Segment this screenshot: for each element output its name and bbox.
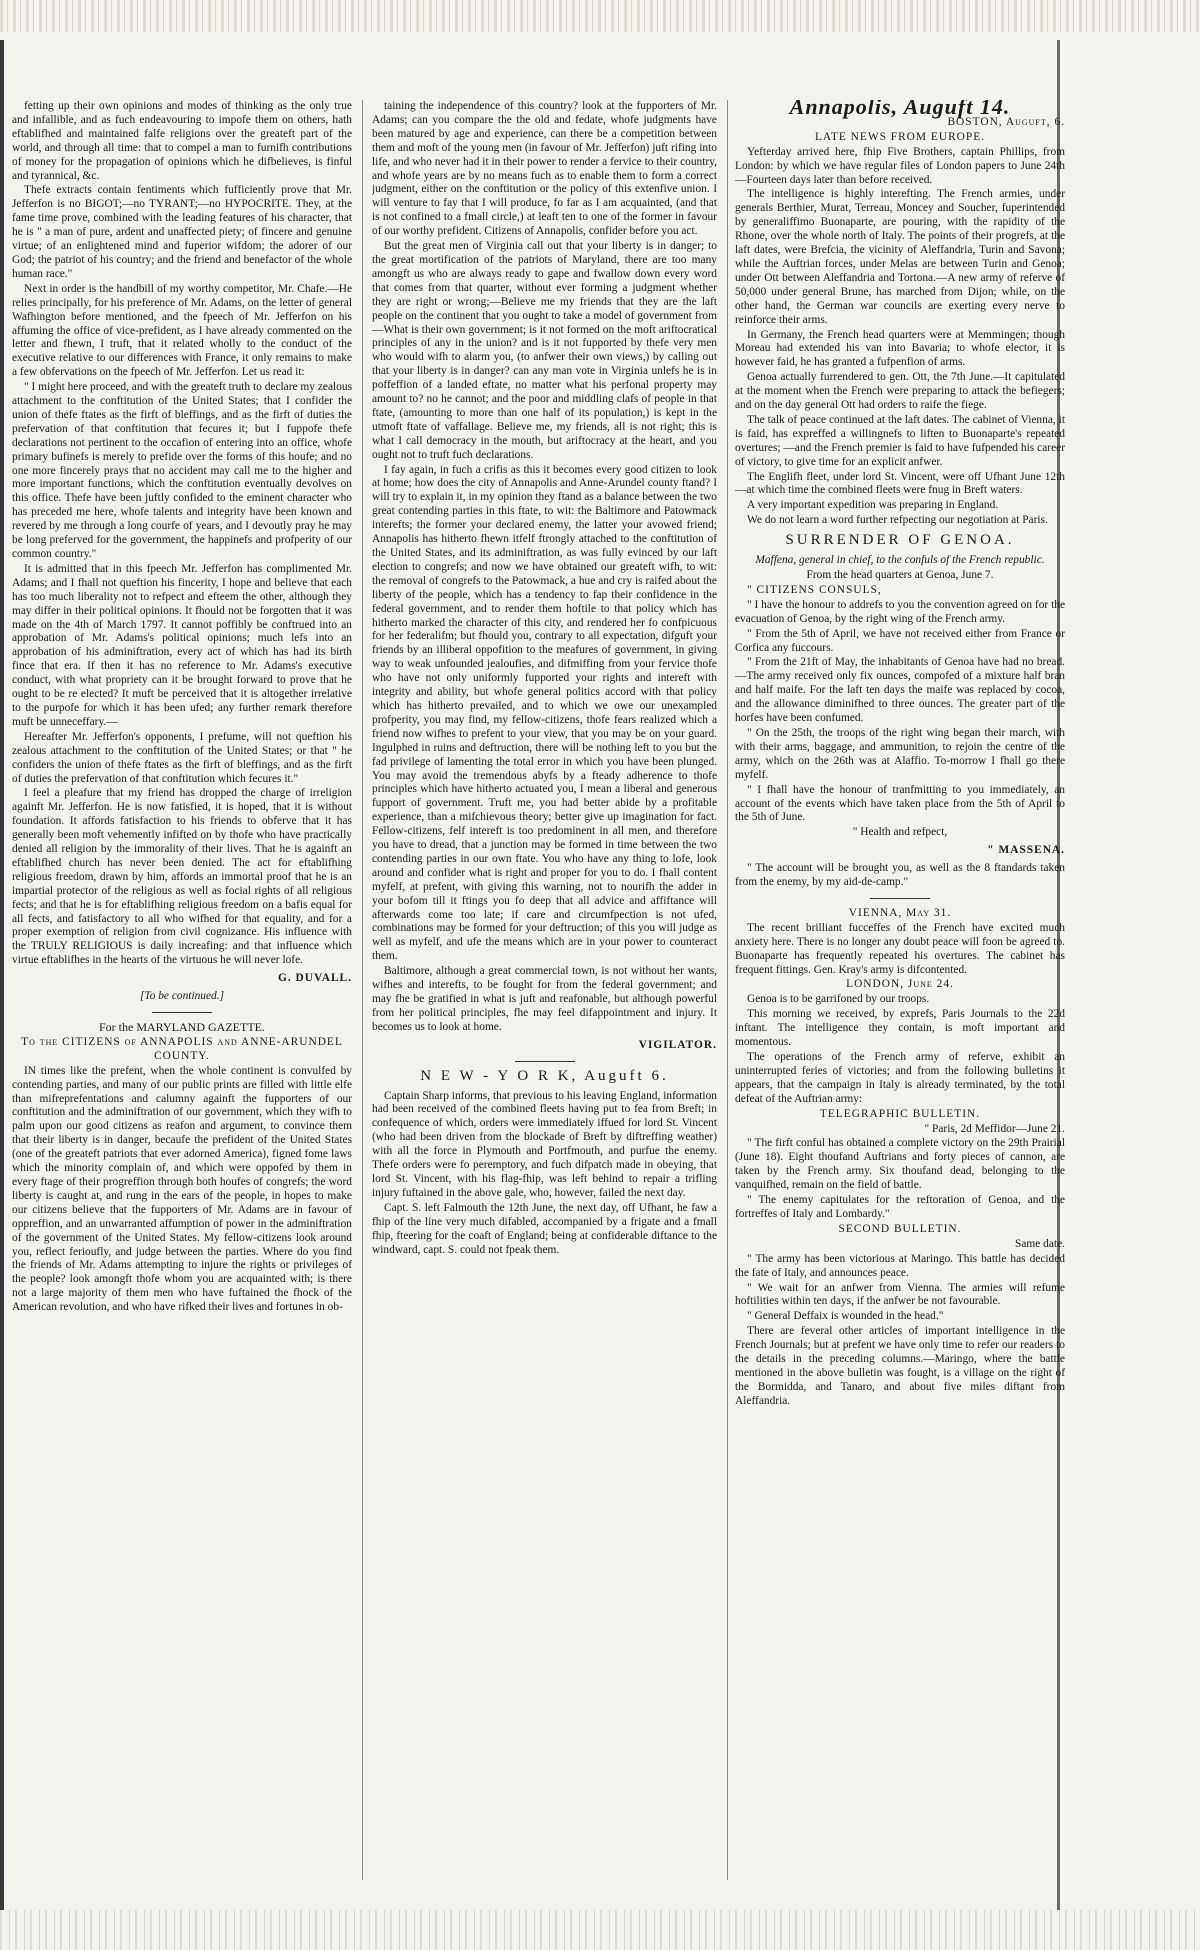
paragraph: " From the 5th of April, we have not received either from France or Corfica any fuccours. bbox=[735, 627, 1065, 654]
paragraph: " From the 21ft of May, the inhabitants of Genoa have had no bread.—The army received only fix ounces, compofed of a mixture half bran and half maife. For the laft ten days the maife was replaced by cocoa, and the allowance diminifhed to three ounces. The greater part of the horfes have been confumed. bbox=[735, 656, 1065, 725]
left-border-rule bbox=[0, 40, 4, 1910]
late-news-heading: LATE NEWS FROM EUROPE. bbox=[814, 130, 986, 143]
paragraph: We do not learn a word further refpecting our negotiation at Paris. bbox=[747, 514, 1048, 527]
column-2 bbox=[372, 100, 717, 1900]
address-heading: To the CITIZENS of ANNAPOLIS and ANNE-ARUNDEL COUNTY. bbox=[21, 1035, 343, 1062]
paragraph: " On the 25th, the troops of the right wing began their march, with with their arms, baggage, and ammunition, to rejoin the centre of the army, which on the 26th was at Alaffio. To-morrow I fhall go there myfelf. bbox=[735, 726, 1065, 781]
divider bbox=[870, 898, 930, 899]
paris-dateline: " Paris, 2d Meffidor—June 21. bbox=[924, 1122, 1065, 1135]
column-rule-1 bbox=[362, 100, 363, 1880]
paragraph: This morning we received, by exprefs, Paris Journals to the 22d inftant. The intelligence they contain, is moft important and momentous. bbox=[735, 1008, 1065, 1049]
paragraph: " The account will be brought you, as well as the 8 ftandards taken from the enemy, by my aid-de-camp." bbox=[735, 862, 1065, 889]
column-3 bbox=[735, 100, 1065, 1900]
quotation: " I might here proceed, and with the greateft truth to declare my zealous attachment to the conftitution of the United States; that I confider the union of thefe ftates as the firft of bleffings, and as the firft of duties the prefervation of that conftitution that fecures it; but I fuppofe thefe declarations not pertinent to the occafion of entering into an office, whofe primary bufinefs is merely to prefide over the forms of this houfe; and no one more fincerely prays that no accident may call me to the higher and more important functions, which the conftitution eventually devolves on this office. Thefe have been juftly confided to the eminent character who has preceded me here, whofe talents and integrity have been known and revered by me through a long courfe of years, and I devoutly pray he may be long preferved for the government, the happinefs and profperity of our common country." bbox=[12, 381, 352, 560]
torn-bottom-edge bbox=[0, 1910, 1200, 1950]
column-1 bbox=[12, 100, 352, 1900]
paragraph: " The army has been victorious at Maringo. This battle has decided the fate of Italy, and announces peace. bbox=[735, 1252, 1065, 1279]
paragraph: Next in order is the handbill of my worthy competitor, Mr. Chafe.—He relies principally, for his preference of Mr. Adams, on the letter of general Wafhington before mentioned, and the fpeech of Mr. Jefferfon on his affuming the office of vice-prefident, as I have already commented on the letter and fhewn, I truft, that it related wholly to the conduct of the executive relative to our differences with France, it only remains to make a few obfervations on the fpeech of Mr. Jefferfon. Let us read it: bbox=[12, 282, 352, 379]
paragraph: " I have the honour to addrefs to you the convention agreed on for the evacuation of Genoa, by the right wing of the French army. bbox=[735, 598, 1065, 625]
paragraph: fetting up their own opinions and modes of thinking as the only true and infallible, and as fuch endeavouring to impofe them on others, hath eftablifhed and maintained falfe religions over the greateft part of the world, and through all time: that to compel a man to furnifh contributions of money for the propagation of opinions which he difbelieves, is finful and tyrannical, &c. bbox=[12, 100, 352, 182]
signature-duvall: G. DUVALL. bbox=[277, 972, 352, 985]
closing: " Health and refpect, bbox=[852, 826, 948, 839]
paragraph: " General Deffaix is wounded in the head." bbox=[747, 1310, 944, 1323]
paragraph: I fay again, in fuch a crifis as this it becomes every good citizen to look at home; how does the city of Annapolis and Anne-Arundel county ftand? I will try to explain it, in my opinion they ftand as a balance between the two great contending parties in this ftate, to wit: the Baltimore and Patowmack interefts; the former your declared enemy, the latter your avowed friend; Annapolis has hitherto fhewn itfelf ftrongly attached to the conftitution of the United States, and its adminiftration, as was fully evinced by our laft election to congrefs; and now we have obtained our greateft wifh, to wit: the removal of congrefs to the Patowmack, a hue and cry is raifed about the liberty of the people, which has a tendency to fap their confidence in the federal government, and to render them hoftile to that policy which has hitherto marked the character of this city, and rendered her fo confpicuous for her federalifm; but fhould you, contrary to all expectation, difguft your friends by an illiberal oppofition to the meafures of government, in giving way to weak unfounded jealoufies, and difmiffing from your fervice thofe who have not only uniformly fupported your rights and intereft with integrity and ability, but whofe general politics accord with that policy which has hitherto prevailed, and to which we owe our unexampled profperity, you may find, my fellow-citizens, thofe fears realized which a friend now wifhes to prefent to your view, that you may be on your guard. Ingulphed in ruins and deftruction, there will be nothing left to you but the fad privilege of lamenting the total error in which you have been plunged. You may avoid the tremendous abyfs by a fteady adherence to thofe principles which have hitherto actuated you, I mean a liberal and generous fupport of government. Truft me, you had better abide by a profitable experience, than a mifchievous theory; better give up imagination for fact. Fellow-citizens, felf intereft is too predominent in all men, and therefore you have to dread, that a junction may be formed in time between the two contending parties in our own ftate. You who have any thing to lofe, look around and confider what is right and proper for you to do. I fhall content myfelf, at prefent, with giving this warning, not to nourifh the adder in your bofom till it ftings you fo deep that all advice and affiftance will afterwards come too late; if care and circumfpection is not ufed, combinations may be formed for your deftruction; of this you will judge as well as myfelf, and ufe the means which are in your power to counteract them. bbox=[372, 463, 717, 963]
paragraph: But the great men of Virginia call out that your liberty is in danger; to the great mortification of the patriots of Maryland, there are too many amongft us who are always ready to gape and fwallow down every word that comes from that quarter, without ever forming a judgment whether they are right or wrong;—Believe me my friends that they are the laft people on the continent that you ought to take a model of government from—What is their own government; is it not formed on the moft ariftocratical principles of any in the union? and is it not fupported by thefe very men who would wifh to alarm you, (to anfwer their own views,) by calling out that your liberty is in danger? can any man vote in Virginia unlefs he is in poffeffion of a landed eftate, no matter what his perfonal property may amount to? no he cannot; and the poor and middling clafs of people in that ftate, (amounting to more than one half of its population,) is kept in the utmoft ftate of vaffallage. Believe me, my friends, all is not right; this is what I call democracy in the mouth, but ariftocracy at the heart, and you ought not to truft fuch declarations. bbox=[372, 240, 717, 461]
paragraph: I feel a pleafure that my friend has dropped the charge of irreligion againft Mr. Jefferfon. He is now fatisfied, it is hoped, that it is without foundation. It affords fatisfaction to his friends to obferve that it has generally been moft vehemently infifted on by thofe who have practically denied all religion by the immorality of their lives. That he is againft an eftablifhed church has never been denied. The act for eftablifhing religious freedom, drawn by him, affords an immortal proof that he is an impartial protector of the religious as well as focial rights of all religious fects; and that he is for eftablifhing religious freedom on a bafis equal for all fects, and fatisfactory to all who wifhed for that equality, and for a proper exemption of religion from civil cognizance. His influence with the TRULY RELIGIOUS is daily increafing: and that influence which virtue eftablifhes in the hearts of the virtuous he will never lofe. bbox=[12, 787, 352, 967]
paragraph: Thefe extracts contain fentiments which fufficiently prove that Mr. Jefferfon is no BIGOT;—no TYRANT;—no HYPOCRITE. They, at the fame time prove, combined with the leading features of his character, that he is " a man of pure, ardent and unaffected piety; of fincere and genuine virtue; of an enlightened mind and fuperior wifdom; the adorer of our God; the patriot of his country; and the friend and benefactor of the whole human race." bbox=[12, 184, 352, 280]
paragraph: It is admitted that in this fpeech Mr. Jefferfon has complimented Mr. Adams; and I fhall not queftion his fincerity, I hope and believe that each has too much liberality not to refpect and efteem the other, although they may differ in their political opinions. It fhould not be forgotten that it was made on the 4th of March 1797. It cannot poffibly be conftrued into an approbation of Mr. Adams's political opinions; much lefs into an approbation of his adminiftration, every act of which has had its birth fince that era. If then it has no reference to Mr. Adams's executive conduct, with what propriety can it be brought forward to prove that he ought to be re elected? It muft be perceived that it is altogether irrelative to the purpofe for which it has been ufed; any further remark therefore muft be unneceffary.— bbox=[12, 562, 352, 728]
paragraph: Genoa actually furrendered to gen. Ott, the 7th June.—It capitulated at the moment when the French were preparing to attack the befiegers; and on the day general Ott had orders to raife the fiege. bbox=[735, 371, 1065, 412]
paragraph: The Englifh fleet, under lord St. Vincent, were off Ufhant June 12th—at which time the combined fleets were fnug in Breft waters. bbox=[735, 470, 1065, 497]
headquarters-line: From the head quarters at Genoa, June 7. bbox=[806, 569, 994, 581]
column-rule-2 bbox=[727, 100, 728, 1880]
paragraph: taining the independence of this country? look at the fupporters of Mr. Adams; can you compare the the old and fedate, whofe judgments have been matured by age and experience, can there be a competition between them and moft of the young men (in favour of Mr. Jefferfon) juft rifing into life, and who never had it in their power to render a fervice to their country, and whofe years are by no means fuch as to enable them to form a correct judgment, either on the conftitution or the policy of this extenfive union. I will venture to fay that I will produce, fo far as I am acquainted, (and that is not confined to a fmall circle,) at leaft ten to one of the former in favour of our worthy prefident. Citizens of Annapolis, confider before you act. bbox=[372, 100, 717, 238]
new-york-heading: N E W - Y O R K, Auguft 6. bbox=[420, 1067, 669, 1084]
divider bbox=[152, 1012, 212, 1013]
paragraph: " The enemy capitulates for the reftoration of Genoa, and the fortreffes of Italy and Lombardy." bbox=[735, 1194, 1065, 1220]
paragraph: " We wait for an anfwer from Vienna. The armies will refume hoftilities within ten days, if the anfwer be not favourable. bbox=[735, 1281, 1065, 1308]
paragraph: IN times like the prefent, when the whole continent is convulfed by contending parties, and many of our public prints are filled with little elfe than mifreprefentations and calumny againft the fupporters of our conftitution and the adminiftration of our government, which they wifh to palm upon our good citizens as reafon and argument, to convince them that their liberty is in danger, becaufe the prefident of the United States (one of the greateft patriots that ever adorned America), figned fome laws which the minority complain of, and which were oppofed by them in every ftage of their progreffion through both houfes of congrefs; the word liberty is caught at, and rung in the ears of the people, in hopes to make our citizens believe that the fupporters of Mr. Adams are in favour of oppreffion, and an unwarranted affumption of power in the adminiftration of the government of the United States. My fellow-citizens look around you, reflect ferioufly, and judge between the parties. Where do you find the friends of Mr. Adams attempting to injure the rights or privileges of the people? look amongft thofe whom you are acquainted with; is there not a large majority of them men who have fuftained the fhock of the American revolution, and who have rifked their lives and fortunes in ob- bbox=[12, 1064, 352, 1314]
paragraph: Captain Sharp informs, that previous to his leaving England, information had been received of the combined fleets having put to fea from Breft; in confequence of which, orders were immediately iffued for lord St. Vincent (who had been driven from the blockade of Breft by diftreffing weather) with all the force in Plymouth and Portfmouth, and purfue the enemy. Thefe orders were fo peremptory, and fuch difpatch made in obeying, that lord St. Vincent, with his flag-fhip, was left behind to repair a trifling injury fuftained in the above gale, who, however, failed the next day. bbox=[372, 1089, 717, 1199]
gazette-heading: For the MARYLAND GAZETTE. bbox=[99, 1020, 265, 1034]
second-bulletin-heading: SECOND BULLETIN. bbox=[838, 1222, 962, 1235]
paragraph: Genoa is to be garrifoned by our troops. bbox=[747, 993, 930, 1006]
paragraph: The intelligence is highly interefting. The French armies, under generals Berthier, Murat, Terreau, Moncey and Soucher, fuperintended by generaliffimo Buonaparte, are pouring, with the rapidity of the Rhone, over the whole north of Italy. The points of their progrefs, at the laft dates, were Brefcia, the vicinity of Aleffandria, Turin and Savona; while the Auftrian forces, under Melas are between Turin and Genoa; under Ott between Aleffandria and Tortona.—A new army of referve of 50,000 under general Brune, has marched from Dijon; while, on the other hand, the German war councils are exerting every nerve to reinforce their arms. bbox=[735, 188, 1065, 326]
signature-massena: " MASSENA. bbox=[987, 844, 1065, 857]
paragraph: The operations of the French army of referve, exhibit an uninterrupted feries of victories; and from the following bulletins it appears, that the campaign in Italy is already terminated, by the total defeat of the Auftrian army: bbox=[735, 1051, 1065, 1105]
torn-top-edge bbox=[0, 0, 1200, 32]
london-dateline: LONDON, June 24. bbox=[846, 978, 954, 991]
salutation: " CITIZENS CONSULS, bbox=[747, 583, 882, 596]
paragraph: There are feveral other articles of important intelligence in the French Journals; but at prefent we have only time to refer our readers to the details in the preceding columns.—Maringo, where the battle mentioned in the above bulletin was fought, is a village on the right of the Bormidda, and Tanaro, and about five miles diftant from Aleffandria. bbox=[735, 1325, 1065, 1407]
massena-intro: Maffena, general in chief, to the confuls of the French republic. bbox=[755, 554, 1045, 567]
paragraph: A very important expedition was preparing in England. bbox=[747, 499, 999, 512]
continued-note: [To be continued.] bbox=[139, 990, 225, 1003]
signature-vigilator: VIGILATOR. bbox=[638, 1038, 717, 1051]
genoa-heading: SURRENDER OF GENOA. bbox=[785, 532, 1015, 549]
paragraph: Yefterday arrived here, fhip Five Brothers, captain Phillips, from London: by which we have regular files of London papers to June 24th—Fourteen days later than before received. bbox=[735, 145, 1065, 186]
paragraph: In Germany, the French head quarters were at Memmingen; though Moreau had extended his van into Bavaria; to whofe elector, it is however faid, he has granted a fufpenfion of arms. bbox=[735, 328, 1065, 369]
paragraph: Hereafter Mr. Jefferfon's opponents, I prefume, will not queftion his zealous attachment to the conftitution of the United States; or that " he confiders the union of thefe ftates as the firft of bleffings, and as the firft of duties the prefervation of that conftitution which fecures it." bbox=[12, 730, 352, 785]
paragraph: " I fhall have the honour of tranfmitting to you immediately, an account of the events which have taken place from the 5th of April to the 5th of June. bbox=[735, 783, 1065, 824]
paragraph: The talk of peace continued at the laft dates. The cabinet of Vienna, it is faid, has expreffed a willingnefs to liften to Buonaparte's repeated overtures; —and the French premier is faid to have fufpended his career of victory, to give time for an explicit anfwer. bbox=[735, 413, 1065, 468]
same-date-line: Same date. bbox=[1015, 1237, 1065, 1250]
paragraph: Baltimore, although a great commercial town, is not without her wants, wifhes and interefts, to be fought for from the federal government; and may fhe be gratified in what is juft and reafonable, but although powerful from her political principles, fhe may feel difappointment and injury. It becomes us to look at home. bbox=[372, 965, 717, 1033]
paragraph: The recent brilliant fucceffes of the French have excited much anxiety here. There is no longer any doubt peace will foon be agreed to. Buonaparte has frequently repeated his overtures. The cabinet has frequent fittings. Gen. Kray's army is difcontented. bbox=[735, 921, 1065, 976]
boston-dateline: BOSTON, Auguft, 6. bbox=[947, 115, 1065, 128]
paragraph: Capt. S. left Falmouth the 12th June, the next day, off Ufhant, he faw a fhip of the line very much difabled, accompanied by a frigate and a fmall fhip, fteering for the coaft of England; being at confiderable diftance to the windward, capt. S. could not fpeak them. bbox=[372, 1201, 717, 1256]
paragraph: " The firft conful has obtained a complete victory on the 29th Prairial (June 18). Eight thoufand Auftrians and forty pieces of cannon, are taken by the French army. Six thoufand dead, belonging to the vanquifhed, remain on the field of battle. bbox=[735, 1137, 1065, 1192]
divider bbox=[515, 1061, 575, 1062]
masthead-dateline: Annapolis, Auguft 14. bbox=[789, 100, 1011, 119]
bulletin-heading: TELEGRAPHIC BULLETIN. bbox=[819, 1107, 981, 1120]
vienna-dateline: VIENNA, May 31. bbox=[848, 906, 952, 919]
